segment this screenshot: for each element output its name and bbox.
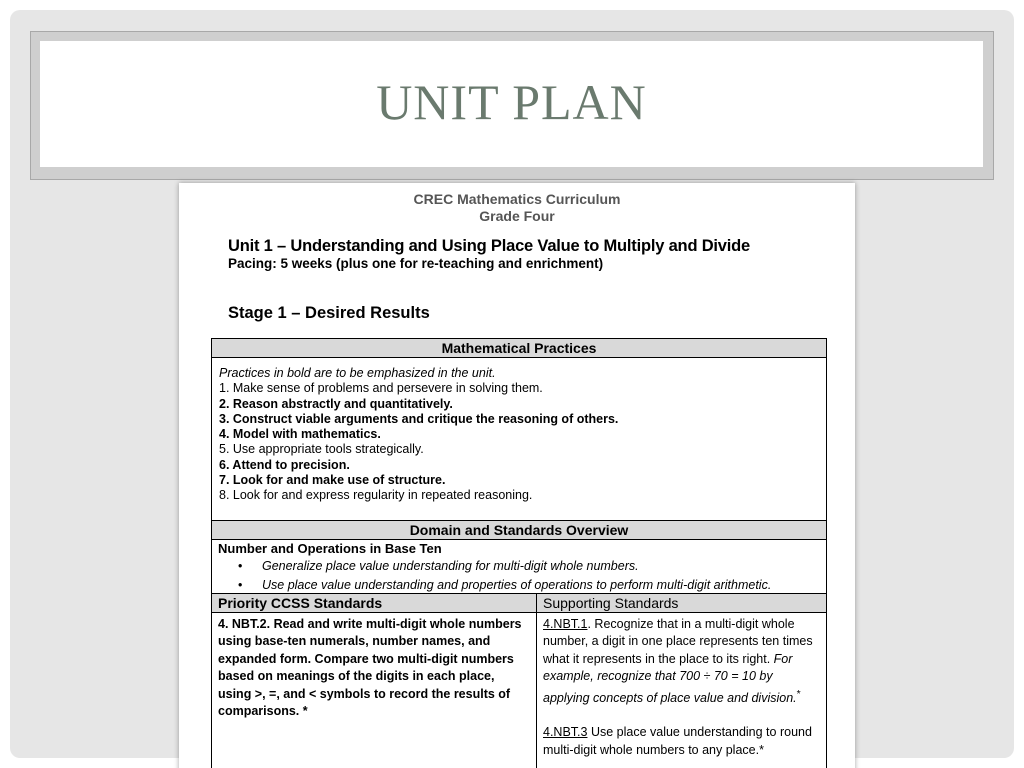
document-image (179, 183, 855, 768)
pacing-text: Pacing: 5 weeks (plus one for re-teaching and enrichment) (228, 256, 604, 271)
practice-item: 6. Attend to precision. (219, 457, 350, 472)
practice-item: 2. Reason abstractly and quantitatively. (219, 396, 453, 411)
domain-overview-table (211, 520, 827, 600)
supporting-standards-column (537, 594, 826, 768)
supporting-standards-text (537, 613, 826, 759)
domain-overview-body (212, 540, 826, 595)
standard-example: For example, recognize that 700 ÷ 70 = 10 by applying concepts of place value and division. (543, 651, 797, 705)
supporting-standards-heading: Supporting Standards (537, 594, 826, 613)
practice-item: 7. Look for and make use of structure. (219, 473, 446, 488)
priority-standards-column (212, 594, 537, 768)
bullet-icon: • (238, 559, 243, 573)
unit-title: Unit 1 – Understanding and Using Place Value to Multiply and Divide (228, 237, 751, 255)
practice-item: 8. Look for and express regularity in repeated reasoning. (219, 488, 533, 503)
bullet-icon: • (238, 578, 243, 592)
domain-bullet-text: Generalize place value understanding for multi-digit whole numbers. (262, 559, 639, 573)
standards-table (211, 593, 827, 768)
title-box (40, 41, 983, 167)
practice-item: 5. Use appropriate tools strategically. (219, 442, 424, 457)
domain-bullet-text: Use place value understanding and properties of operations to perform multi-digit arithmetic. (262, 578, 772, 592)
curriculum-name: CREC Mathematics Curriculum (413, 191, 621, 207)
practice-item: 1. Make sense of problems and persevere in solving them. (219, 381, 543, 396)
standard-description: . Recognize that in a multi-digit whole number, a digit in one place represents ten times what it represents in the place to its right. (543, 617, 813, 666)
stage-heading: Stage 1 – Desired Results (228, 304, 430, 322)
domain-name: Number and Operations in Base Ten (218, 541, 442, 556)
practices-list (212, 358, 826, 504)
document-header (179, 191, 855, 225)
priority-standards-heading: Priority CCSS Standards (212, 594, 536, 613)
standard-code: 4.NBT.1 (543, 617, 588, 631)
practices-intro: Practices in bold are to be emphasized in the unit. (219, 366, 496, 380)
grade-level: Grade Four (479, 208, 555, 224)
standard-mark: * (796, 688, 801, 700)
practices-heading: Mathematical Practices (212, 339, 826, 358)
practice-item: 3. Construct viable arguments and critique the reasoning of others. (219, 411, 619, 426)
standard-description: Use place value understanding to round multi-digit whole numbers to any place.* (543, 725, 812, 757)
practices-table (211, 338, 827, 521)
priority-standard-text: 4. NBT.2. Read and write multi-digit whole numbers using base-ten numerals, number names, and expanded form. Compare two multi-digit numbers based on meanings of the digits in each place, using >, =, and < symbols to record the results of comparisons. * (218, 617, 522, 719)
domain-overview-heading: Domain and Standards Overview (212, 521, 826, 540)
practice-item: 4. Model with mathematics. (219, 427, 381, 442)
domain-bullet (218, 557, 820, 576)
slide-title: UNIT PLAN (376, 73, 647, 130)
standard-code: 4.NBT.3 (543, 725, 588, 740)
